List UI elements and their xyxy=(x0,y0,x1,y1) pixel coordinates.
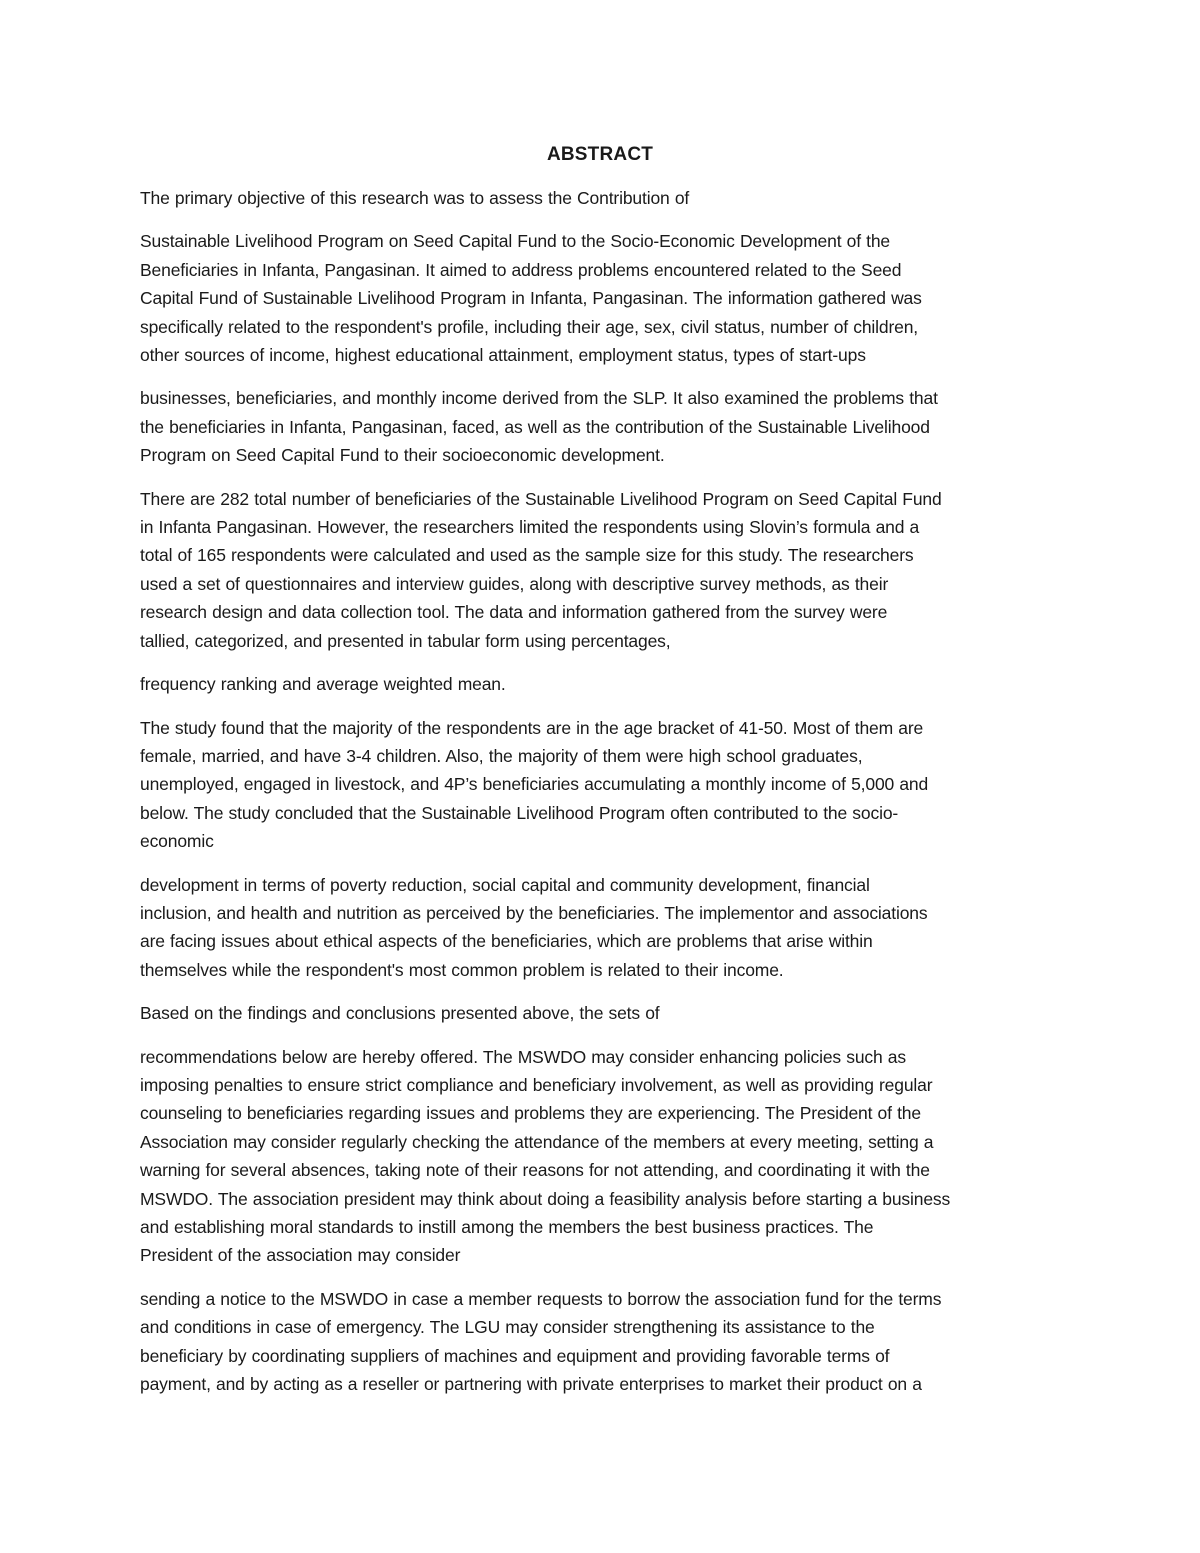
paragraph-10: sending a notice to the MSWDO in case a member requests to borrow the association fund for the terms and conditions in case of emergency. The LGU may consider strengthening its assistance to the beneficiary by coordinating suppliers of machines and equipment and providing favorable terms of payment, and by acting as a reseller or partnering with private enterprises to market their product on a xyxy=(140,1288,942,1395)
paragraph-1: The primary objective of this research was to assess the Contribution of xyxy=(140,188,690,208)
paragraph-9: recommendations below are hereby offered. The MSWDO may consider enhancing policies such as imposing penalties to ensure strict compliance and beneficiary involvement, as well as providing regular counseling to beneficiaries regarding issues and problems they are experiencing. The President of the Association may consider regularly checking the attendance of the members at every meeting, setting a warning for several absences, taking note of their reasons for not attending, and coordinating it with the MSWDO. The association president may think about doing a feasibility analysis before starting a business and establishing moral standards to instill among the members the best business practices. The President of the association may consider xyxy=(140,1046,951,1266)
paragraph-2: Sustainable Livelihood Program on Seed Capital Fund to the Socio-Economic Development of the Beneficiaries in Infanta, Pangasinan. It aimed to address problems encountered related to the Seed Capital Fund of Sustainable Livelihood Program in Infanta, Pangasinan. The information gathered was specifically related to the respondent's profile, including their age, sex, civil status, number of children, other sources of income, highest educational attainment, employment status, types of start-ups xyxy=(140,231,922,366)
paragraph-5: frequency ranking and average weighted mean. xyxy=(140,674,506,695)
paragraph-8: Based on the findings and conclusions presented above, the sets of xyxy=(140,1003,660,1024)
abstract-body xyxy=(140,184,1065,1413)
document-title: ABSTRACT xyxy=(546,144,654,165)
paragraph-6: The study found that the majority of the respondents are in the age bracket of 41-50. Most of them are female, married, and have 3-4 children. Also, the majority of them were high school graduates, unemployed, engaged in livestock, and 4P’s beneficiaries accumulating a monthly income of 5,000 and below. The study concluded that the Sustainable Livelihood Program often contributed to the socio- economic xyxy=(140,717,929,852)
paragraph-4: There are 282 total number of beneficiaries of the Sustainable Livelihood Program on Seed Capital Fund in Infanta Pangasinan. However, the researchers limited the respondents using Slovin’s formula and a total of 165 respondents were calculated and used as the sample size for this study. The researchers used a set of questionnaires and interview guides, along with descriptive survey methods, as their research design and data collection tool. The data and information gathered from the survey were tallied, categorized, and presented in tabular form using percentages, xyxy=(140,488,942,651)
paragraph-7: development in terms of poverty reduction, social capital and community development, financial inclusion, and health and nutrition as perceived by the beneficiaries. The implementor and associations are facing issues about ethical aspects of the beneficiaries, which are problems that arise within themselves while the respondent's most common problem is related to their income. xyxy=(140,874,928,980)
paragraph-3: businesses, beneficiaries, and monthly income derived from the SLP. It also examined the problems that the beneficiaries in Infanta, Pangasinan, faced, as well as the contribution of the Sustainable Livelihood Program on Seed Capital Fund to their socioeconomic development. xyxy=(140,388,938,466)
